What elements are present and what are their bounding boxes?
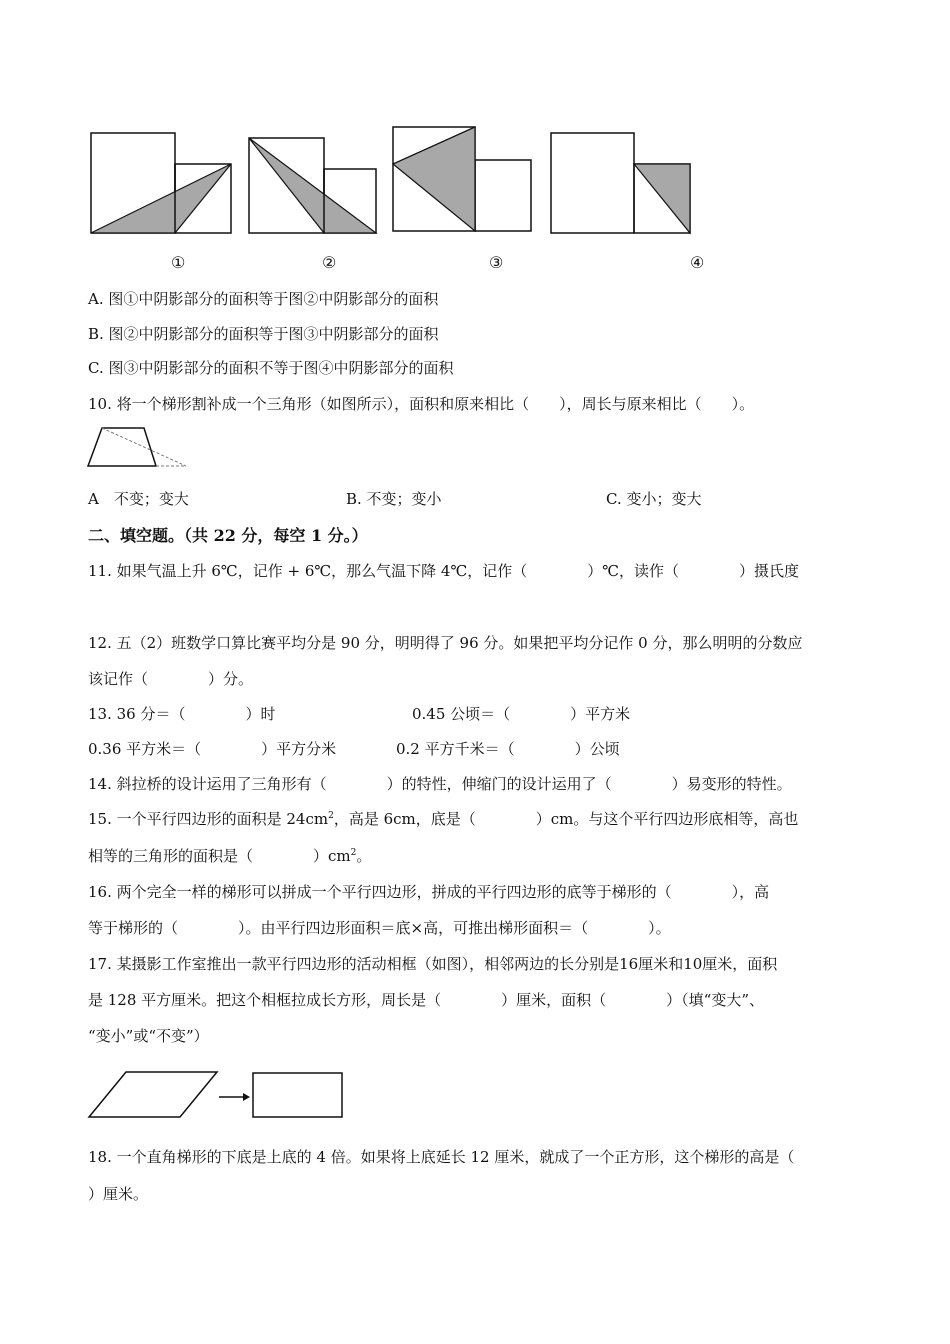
q15-line-1-start: 15. 一个平行四边形的面积是 24cm — [88, 810, 329, 828]
q18-line-2: ）厘米。 — [88, 1185, 149, 1203]
q15-superscript-1: 2 — [328, 811, 334, 821]
q17-line-3: “变小”或“不变”） — [88, 1027, 209, 1045]
q17-line-2: 是 128 平方厘米。把这个相框拉成长方形，周长是（ ）厘米，面积（ ）（填“变大”、 — [88, 991, 765, 1009]
q9-option-c: C. 图③中阴影部分的面积不等于图④中阴影部分的面积 — [88, 359, 454, 377]
q10-option-a: A 不变；变大 — [88, 490, 189, 508]
q13-item-a: 13. 36 分＝（ ）时 — [88, 705, 276, 723]
figure-label-4: ④ — [690, 253, 705, 272]
figure-label-3: ③ — [489, 253, 504, 272]
q9-figure-3 — [390, 122, 535, 234]
q18-line-1: 18. 一个直角梯形的下底是上底的 4 倍。如果将上底延长 12 厘米，就成了一个正方形，这个梯形的高是（ — [88, 1148, 795, 1166]
q9-figure-2 — [246, 133, 381, 238]
q13-item-b: 0.45 公顷＝（ ）平方米 — [412, 705, 631, 723]
q17-frame-figure — [86, 1068, 348, 1123]
q15-line-2-start: 相等的三角形的面积是（ ）cm — [88, 847, 351, 865]
q16-line-2: 等于梯形的（ ）。由平行四边形面积＝底×高，可推出梯形面积＝（ ）。 — [88, 919, 671, 937]
section-2-title: 二、填空题。（共 22 分，每空 1 分。） — [88, 526, 368, 545]
q9-option-b: B. 图②中阴影部分的面积等于图③中阴影部分的面积 — [88, 325, 439, 343]
figure-label-2: ② — [322, 253, 337, 272]
q12-line-2: 该记作（ ）分。 — [88, 670, 254, 688]
q14-question: 14. 斜拉桥的设计运用了三角形有（ ）的特性，伸缩门的设计运用了（ ）易变形的特性。 — [88, 775, 792, 793]
q10-option-c: C. 变小；变大 — [606, 490, 702, 508]
q13-item-d: 0.2 平方千米＝（ ）公顷 — [396, 740, 620, 758]
q17-line-1: 17. 某摄影工作室推出一款平行四边形的活动相框（如图），相邻两边的长分别是16厘米和10厘米，面积 — [88, 955, 778, 973]
q10-trapezoid-figure — [86, 424, 191, 472]
q15-line-1 — [88, 808, 798, 829]
q15-line-1-end: ，高是 6cm，底是（ ）cm。与这个平行四边形底相等，高也 — [333, 810, 799, 828]
q9-figure-4 — [546, 128, 696, 238]
q9-figure-1 — [88, 128, 238, 238]
q10-option-b: B. 不变；变小 — [346, 490, 442, 508]
q15-superscript-2: 2 — [350, 848, 357, 858]
figure-label-1: ① — [171, 253, 186, 272]
q16-line-1: 16. 两个完全一样的梯形可以拼成一个平行四边形，拼成的平行四边形的底等于梯形的（ ），高 — [88, 883, 770, 901]
q13-item-c: 0.36 平方米＝（ ）平方分米 — [88, 740, 337, 758]
q15-line-2 — [88, 845, 371, 866]
q15-line-2-end: 。 — [356, 847, 372, 865]
q9-option-a: A. 图①中阴影部分的面积等于图②中阴影部分的面积 — [88, 290, 439, 308]
q11-question: 11. 如果气温上升 6℃，记作 + 6℃，那么气温下降 4℃，记作（ ）℃，读作（ ）摄氏度 — [88, 562, 800, 580]
q10-question: 10. 将一个梯形割补成一个三角形（如图所示），面积和原来相比（ ），周长与原来相比（ ）。 — [88, 395, 755, 413]
q12-line-1: 12. 五（2）班数学口算比赛平均分是 90 分，明明得了 96 分。如果把平均分记作 0 分，那么明明的分数应 — [88, 634, 803, 652]
